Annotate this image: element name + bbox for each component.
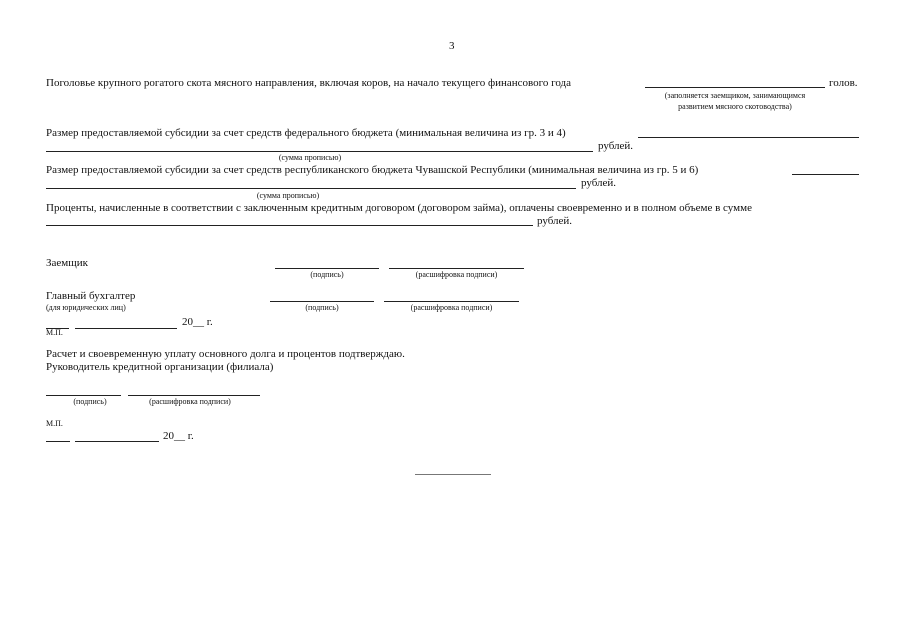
accountant-month-line[interactable] xyxy=(75,328,177,329)
confirmation-day-line[interactable] xyxy=(46,441,70,442)
accountant-signature-caption: (подпись) xyxy=(305,303,339,312)
borrower-signature-caption: (подпись) xyxy=(310,270,344,279)
federal-note: (сумма прописью) xyxy=(278,153,342,162)
interest-text: Проценты, начисленные в соответствии с заключенным кредитным договором (договором займа), оплачены своевременно и в полном объеме в сумме xyxy=(46,202,752,214)
accountant-sublabel: (для юридических лиц) xyxy=(46,303,126,312)
republic-field-1[interactable] xyxy=(792,174,859,175)
confirmation-signature-caption: (подпись) xyxy=(73,397,107,406)
accountant-label: Главный бухгалтер xyxy=(46,290,136,302)
accountant-signature-line[interactable] xyxy=(270,301,374,302)
republic-field-2[interactable] xyxy=(46,188,576,189)
accountant-transcript-line[interactable] xyxy=(384,301,519,302)
livestock-note-2: развитием мясного скотоводства) xyxy=(678,102,792,111)
interest-suffix: рублей. xyxy=(537,215,573,227)
confirmation-month-line[interactable] xyxy=(75,441,159,442)
interest-field[interactable] xyxy=(46,225,533,226)
livestock-suffix: голов. xyxy=(829,77,858,89)
federal-suffix: рублей. xyxy=(598,140,634,152)
accountant-transcript-caption: (расшифровка подписи) xyxy=(410,303,493,312)
page-number: 3 xyxy=(449,40,455,52)
republic-suffix: рублей. xyxy=(581,177,617,189)
federal-field-2[interactable] xyxy=(46,151,593,152)
confirmation-stamp: М.П. xyxy=(46,419,63,428)
confirmation-year: 20__ г. xyxy=(163,430,194,442)
confirmation-transcript-caption: (расшифровка подписи) xyxy=(149,397,231,406)
republic-note: (сумма прописью) xyxy=(256,191,320,200)
borrower-transcript-line[interactable] xyxy=(389,268,524,269)
accountant-stamp: М.П. xyxy=(46,328,63,337)
confirmation-signature-line[interactable] xyxy=(46,395,121,396)
federal-text: Размер предоставляемой субсидии за счет средств федерального бюджета (минимальная величина из гр. 3 и 4) xyxy=(46,127,566,139)
borrower-signature-line[interactable] xyxy=(275,268,379,269)
livestock-note-1: (заполняется заемщиком, занимающимся xyxy=(664,91,806,100)
federal-field-1[interactable] xyxy=(638,137,859,138)
borrower-transcript-caption: (расшифровка подписи) xyxy=(415,270,498,279)
confirmation-line-1: Расчет и своевременную уплату основного долга и процентов подтверждаю. xyxy=(46,348,405,360)
confirmation-transcript-line[interactable] xyxy=(128,395,260,396)
confirmation-line-2: Руководитель кредитной организации (филиала) xyxy=(46,361,274,373)
bottom-separator xyxy=(415,474,491,475)
livestock-text: Поголовье крупного рогатого скота мясного направления, включая коров, на начало текущего финансового года xyxy=(46,77,572,89)
borrower-label: Заемщик xyxy=(46,257,88,269)
accountant-year: 20__ г. xyxy=(182,316,213,328)
republic-text: Размер предоставляемой субсидии за счет средств республиканского бюджета Чувашской Республики (минимальная величина из гр. 5 и 6) xyxy=(46,164,699,176)
livestock-field[interactable] xyxy=(645,87,825,88)
